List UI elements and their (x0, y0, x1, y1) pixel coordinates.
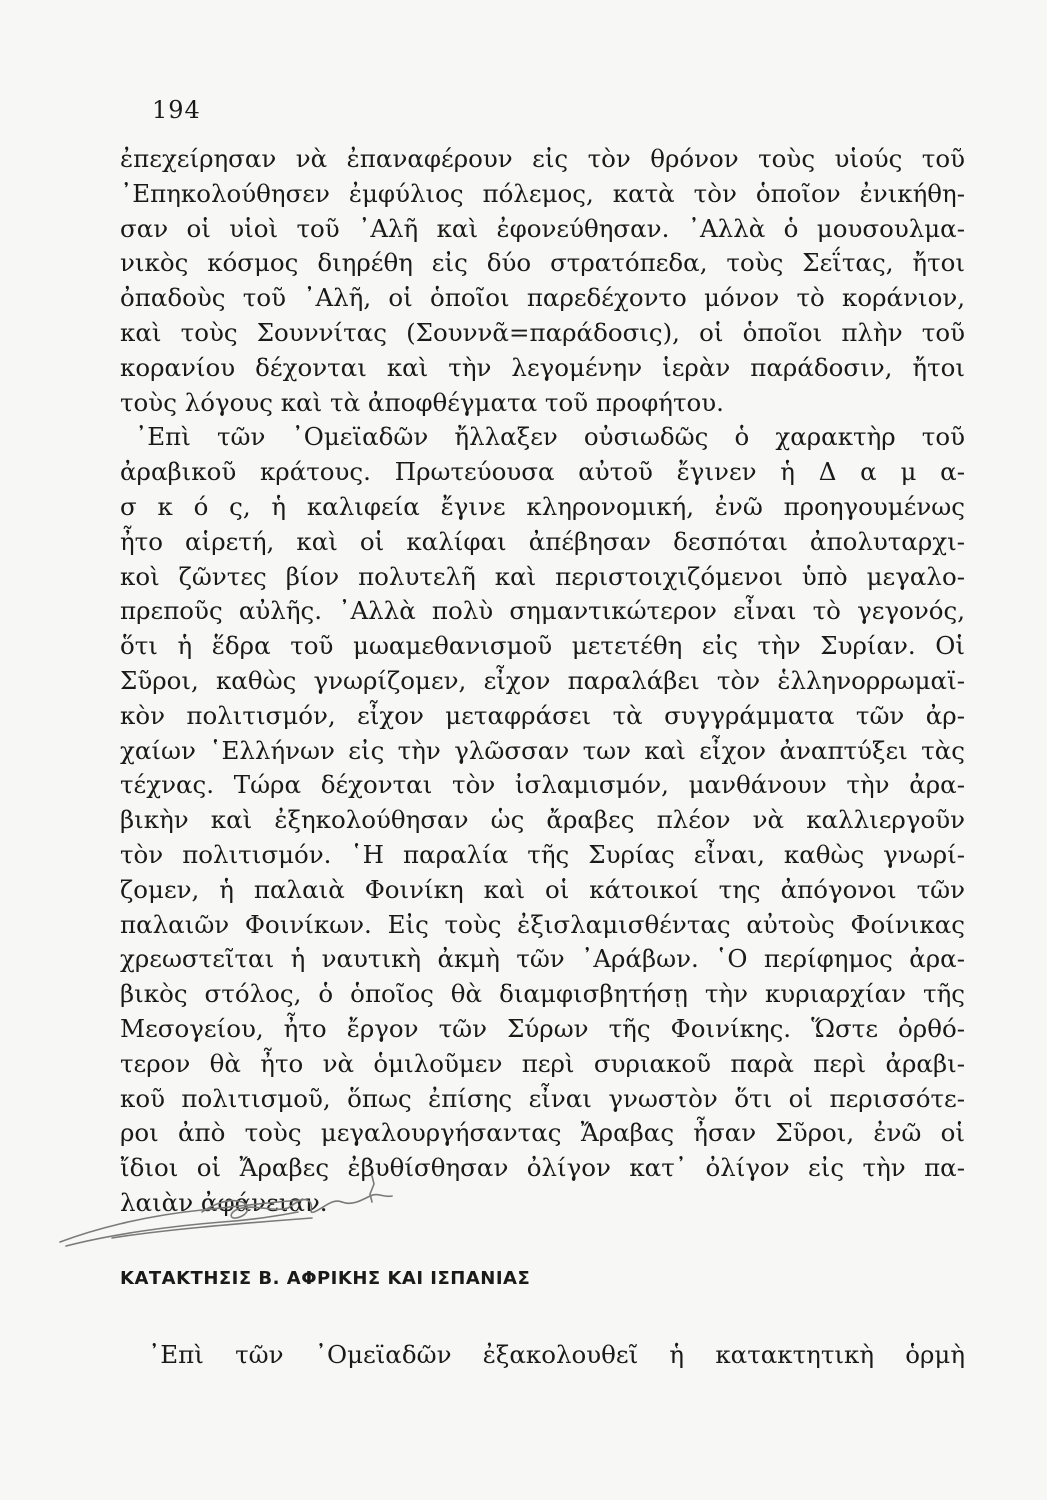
text-line: νικὸς κόσμος διηρέθη εἰς δύο στρατόπεδα, τοὺς Σεΐτας, ἤτοι (120, 248, 965, 278)
text-line: ἀραβικοῦ κράτους. Πρωτεύουσα αὐτοῦ ἔγινεν ἡ Δ α μ α- (120, 457, 965, 487)
text-line: παλαιῶν Φοινίκων. Εἰς τοὺς ἐξισλαμισθέντας αὐτοὺς Φοίνικας (120, 909, 965, 939)
text-line: λαιὰν ἀφάνειαν. (120, 1187, 328, 1217)
text-line: σ κ ό ς, ἡ καλιφεία ἔγινε κληρονομική, ἐνῶ προηγουμένως (120, 491, 965, 521)
text-line: Μεσογείου, ἦτο ἔργον τῶν Σύρων τῆς Φοινίκης. Ὥστε ὀρθό- (120, 1013, 965, 1043)
text-line: καὶ τοὺς Σουννίτας (Σουννᾶ=παράδοσις), οἱ ὁποῖοι πλὴν τοῦ (120, 317, 965, 347)
text-line: βικὸς στόλος, ὁ ὁποῖος θὰ διαμφισβητήσῃ τὴν κυριαρχίαν τῆς (120, 979, 965, 1009)
text-line: ᾿Επηκολούθησεν ἐμφύλιος πόλεμος, κατὰ τὸν ὁποῖον ἐνικήθη- (120, 178, 965, 208)
text-line: ἐπεχείρησαν νὰ ἐπαναφέρουν εἰς τὸν θρόνον τοὺς υἱούς τοῦ (120, 144, 965, 173)
text-line: χρεωστεῖται ἡ ναυτικὴ ἀκμὴ τῶν ᾿Αράβων. ῾Ο περίφημος ἀρα- (120, 944, 965, 974)
text-line: ᾿Επὶ τῶν ᾿Ομεϊαδῶν ἤλλαξεν οὐσιωδῶς ὁ χαρακτὴρ τοῦ (135, 422, 965, 452)
text-line: πρεποῦς αὐλῆς. ᾿Αλλὰ πολὺ σημαντικώτερον εἶναι τὸ γεγονός, (120, 596, 965, 626)
text-line: ὀπαδοὺς τοῦ ᾿Αλῆ, οἱ ὁποῖοι παρεδέχοντο μόνον τὸ κοράνιον, (120, 283, 965, 313)
text-line: κὸν πολιτισμόν, εἶχον μεταφράσει τὰ συγγράμματα τῶν ἀρ- (120, 700, 965, 730)
text-line: τέχνας. Τώρα δέχονται τὸν ἰσλαμισμόν, μανθάνουν τὴν ἀρα- (120, 770, 965, 800)
text-line: χαίων ῾Ελλήνων εἰς τὴν γλῶσσαν των καὶ εἶχον ἀναπτύξει τὰς (120, 735, 965, 765)
pencil-scribble (52, 1172, 472, 1262)
text-line: τερον θὰ ἦτο νὰ ὁμιλοῦμεν περὶ συριακοῦ παρὰ περὶ ἀραβι- (120, 1048, 965, 1078)
text-line: ᾿Επὶ τῶν ᾿Ομεϊαδῶν ἐξακολουθεῖ ἡ κατακτητικὴ ὁρμὴ (148, 1340, 965, 1369)
body-text (120, 142, 965, 1221)
text-line: τοὺς λόγους καὶ τὰ ἀποφθέγματα τοῦ προφήτου. (120, 387, 724, 417)
text-line: κορανίου δέχονται καὶ τὴν λεγομένην ἱερὰν παράδοσιν, ἤτοι (120, 352, 965, 382)
text-line: ὅτι ἡ ἕδρα τοῦ μωαμεθανισμοῦ μετετέθη εἰς τὴν Συρίαν. Οἱ (120, 631, 965, 661)
text-line: ἴδιοι οἱ Ἄραβες ἐβυθίσθησαν ὀλίγον κατ᾿ ὀλίγον εἰς τὴν πα- (120, 1153, 965, 1183)
text-line: ζομεν, ἡ παλαιὰ Φοινίκη καὶ οἱ κάτοικοί της ἀπόγονοι τῶν (120, 874, 965, 904)
text-line: σαν οἱ υἱοὶ τοῦ ᾿Αλῆ καὶ ἐφονεύθησαν. ᾿Αλλὰ ὁ μουσουλμα- (120, 213, 965, 243)
text-line: βικὴν καὶ ἐξηκολούθησαν ὡς ἄραβες πλέον νὰ καλλιεργοῦν (120, 805, 965, 835)
text-line: ροι ἀπὸ τοὺς μεγαλουργήσαντας Ἄραβας ἦσαν Σῦροι, ἐνῶ οἱ (120, 1118, 965, 1148)
text-line: Σῦροι, καθὼς γνωρίζομεν, εἶχον παραλάβει τὸν ἑλληνορρωμαϊ- (120, 665, 965, 695)
section-heading: ΚΑΤΑΚΤΗΣΙΣ Β. ΑΦΡΙΚΗΣ ΚΑΙ ΙΣΠΑΝΙΑΣ (120, 1268, 531, 1289)
text-line: κοὶ ζῶντες βίον πολυτελῆ καὶ περιστοιχιζόμενοι ὑπὸ μεγαλο- (120, 561, 965, 591)
text-line: τὸν πολιτισμόν. ῾Η παραλία τῆς Συρίας εἶναι, καθὼς γνωρί- (120, 839, 965, 869)
text-line: ἦτο αἱρετή, καὶ οἱ καλίφαι ἀπέβησαν δεσπόται ἀπολυταρχι- (120, 526, 965, 556)
page-number: 194 (152, 96, 201, 124)
text-line: κοῦ πολιτισμοῦ, ὅπως ἐπίσης εἶναι γνωστὸν ὅτι οἱ περισσότε- (120, 1083, 965, 1113)
